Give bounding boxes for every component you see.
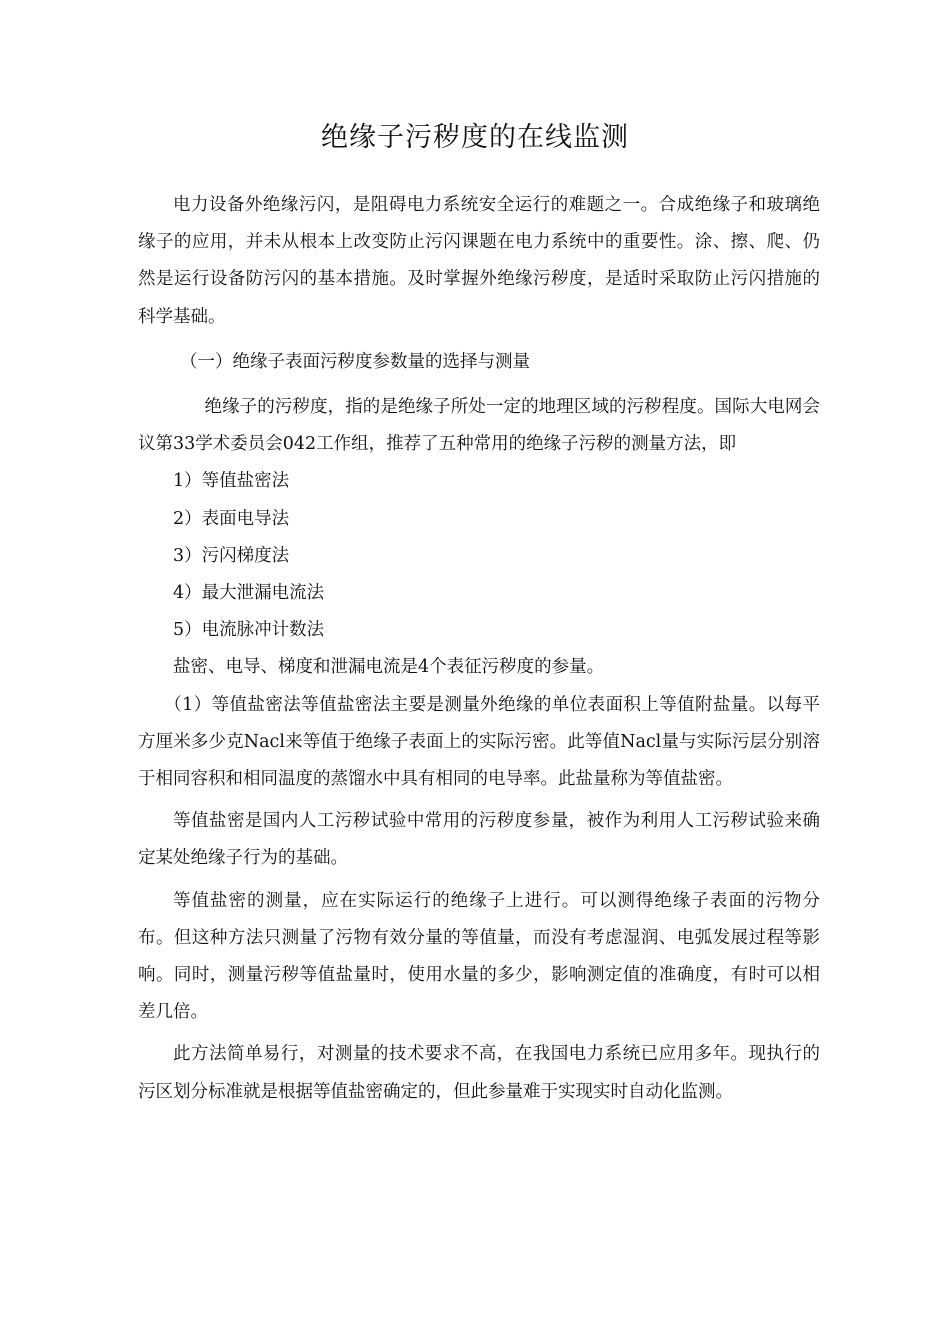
parameters-note: 盐密、电导、梯度和泄漏电流是4个表征污秽度的参量。 bbox=[173, 657, 605, 678]
esdd-paragraph-3: 等值盐密的测量，应在实际运行的绝缘子上进行。可以测得绝缘子表面的污物分布。但这种方法只测量了污物有效分量的等值量，而没有考虑湿润、电弧发展过程等影响。同时，测量污秽等值盐量时，使用水量的多少，影响测定值的准确度，有时可以相差几倍。 bbox=[138, 890, 820, 1023]
list-item: 3）污闪梯度法 bbox=[173, 545, 290, 566]
document-title: 绝缘子污秽度的在线监测 bbox=[321, 122, 629, 153]
methods-list bbox=[138, 463, 820, 649]
list-item: 4）最大泄漏电流法 bbox=[173, 583, 325, 604]
intro-paragraph: 电力设备外绝缘污闪，是阻碍电力系统安全运行的难题之一。合成绝缘子和玻璃绝缘子的应用，并未从根本上改变防止污闪课题在电力系统中的重要性。涂、擦、爬、仍然是运行设备防污闪的基本措施。及时掌握外绝缘污秽度，是适时采取防止污闪措施的科学基础。 bbox=[138, 195, 820, 327]
list-item: 1）等值盐密法 bbox=[173, 471, 290, 492]
document-body bbox=[138, 187, 820, 1111]
esdd-paragraph-4: 此方法简单易行，对测量的技术要求不高，在我国电力系统已应用多年。现执行的污区划分标准就是根据等值盐密确定的，但此参量难于实现实时自动化监测。 bbox=[138, 1044, 820, 1102]
list-item: 2）表面电导法 bbox=[173, 508, 290, 529]
section-heading: （一）绝缘子表面污秽度参数量的选择与测量 bbox=[180, 351, 530, 372]
section-intro-paragraph: 绝缘子的污秽度，指的是绝缘子所处一定的地理区域的污秽程度。国际大电网会议第33学术委员会042工作组，推荐了五种常用的绝缘子污秽的测量方法，即 bbox=[138, 397, 820, 455]
esdd-paragraph-1: （1）等值盐密法等值盐密法主要是测量外绝缘的单位表面积上等值附盐量。以每平方厘米多少克Nacl来等值于绝缘子表面上的实际污密。此等值Nacl量与实际污层分别溶于相同容积和相同温度的蒸馏水中具有相同的电导率。此盐量称为等值盐密。 bbox=[138, 694, 820, 790]
esdd-paragraph-2: 等值盐密是国内人工污秽试验中常用的污秽度参量，被作为利用人工污秽试验来确定某处绝缘子行为的基础。 bbox=[138, 811, 820, 869]
list-item: 5）电流脉冲计数法 bbox=[173, 620, 325, 641]
